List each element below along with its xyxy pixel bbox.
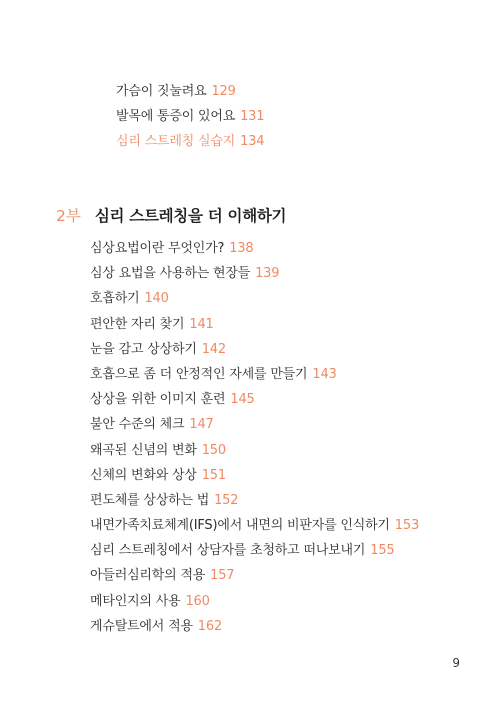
- toc-entry: [90, 313, 419, 338]
- toc-entry-title: 호흡으로 좀 더 안정적인 자세를 만들기: [90, 366, 308, 382]
- toc-entry-title: 상상을 위한 이미지 훈련: [90, 392, 226, 408]
- toc-entry: [90, 388, 419, 413]
- toc-entry: [90, 413, 419, 438]
- toc-entry-title: 심리 스트레칭에서 상담자를 초청하고 떠나보내기: [90, 543, 366, 559]
- toc-entry-page: 150: [201, 442, 226, 458]
- toc-entry-title: 발목에 통증이 있어요: [116, 109, 236, 125]
- toc-entry-page: 160: [185, 593, 210, 609]
- toc-entry: [90, 514, 419, 539]
- toc-entry-page: 139: [255, 266, 280, 282]
- toc-entry: [90, 363, 419, 388]
- toc-entry-page: 131: [240, 109, 265, 125]
- toc-entry-title: 편도체를 상상하는 법: [90, 492, 210, 508]
- toc-entry-page: 141: [189, 316, 214, 332]
- toc-entry: [90, 615, 419, 640]
- toc-entry-page: 140: [144, 291, 169, 307]
- toc-entry-page: 162: [197, 618, 223, 634]
- toc-entry-page: 155: [370, 543, 395, 559]
- toc-section-list: [90, 237, 419, 640]
- toc-entry-page: 153: [394, 518, 420, 534]
- toc-entry-page: 147: [189, 417, 214, 433]
- toc-entry: [90, 237, 419, 262]
- toc-entry-page: 134: [240, 134, 265, 150]
- toc-entry: [90, 539, 419, 564]
- toc-entry-title: 왜곡된 신념의 변화: [90, 442, 197, 458]
- toc-entry-title: 호흡하기: [90, 291, 140, 307]
- toc-entry-title: 심리 스트레칭 실습지: [116, 134, 236, 150]
- toc-entry-title: 가슴이 짓눌려요: [116, 84, 207, 99]
- toc-entry: [116, 105, 264, 130]
- toc-top-group: [116, 80, 264, 156]
- toc-entry-title: 심상 요법을 사용하는 현장들: [90, 266, 251, 282]
- toc-entry-title: 게슈탈트에서 적용: [90, 618, 193, 634]
- toc-entry: [116, 80, 264, 105]
- section-heading: [56, 204, 286, 226]
- section-number: 2부: [56, 207, 81, 225]
- toc-entry-highlighted: [116, 130, 264, 155]
- toc-entry: [90, 564, 419, 589]
- toc-entry: [90, 338, 419, 363]
- toc-entry: [90, 262, 419, 287]
- toc-entry-page: 151: [201, 467, 226, 483]
- toc-entry: [90, 489, 419, 514]
- toc-entry-title: 심상요법이란 무엇인가?: [90, 241, 225, 256]
- toc-entry-title: 편안한 자리 찾기: [90, 316, 185, 332]
- toc-entry-title: 내면가족치료체계(IFS)에서 내면의 비판자를 인식하기: [90, 518, 390, 534]
- toc-entry: [90, 590, 419, 615]
- toc-entry-page: 143: [312, 366, 337, 382]
- toc-entry-page: 152: [214, 492, 239, 508]
- toc-entry-title: 아들러심리학의 적용: [90, 568, 206, 584]
- toc-entry-title: 눈을 감고 상상하기: [90, 341, 197, 357]
- toc-entry-page: 145: [230, 392, 255, 408]
- toc-entry: [90, 287, 419, 312]
- toc-entry-title: 불안 수준의 체크: [90, 417, 185, 433]
- section-title: 심리 스트레칭을 더 이해하기: [94, 207, 287, 225]
- toc-entry: [90, 439, 419, 464]
- toc-entry-page: 138: [229, 241, 254, 256]
- toc-entry-title: 신체의 변화와 상상: [90, 467, 197, 483]
- page-number: 9: [452, 656, 460, 670]
- toc-entry: [90, 464, 419, 489]
- toc-entry-page: 129: [211, 84, 236, 99]
- toc-entry-title: 메타인지의 사용: [90, 593, 181, 609]
- toc-entry-page: 157: [210, 568, 235, 584]
- toc-entry-page: 142: [201, 341, 226, 357]
